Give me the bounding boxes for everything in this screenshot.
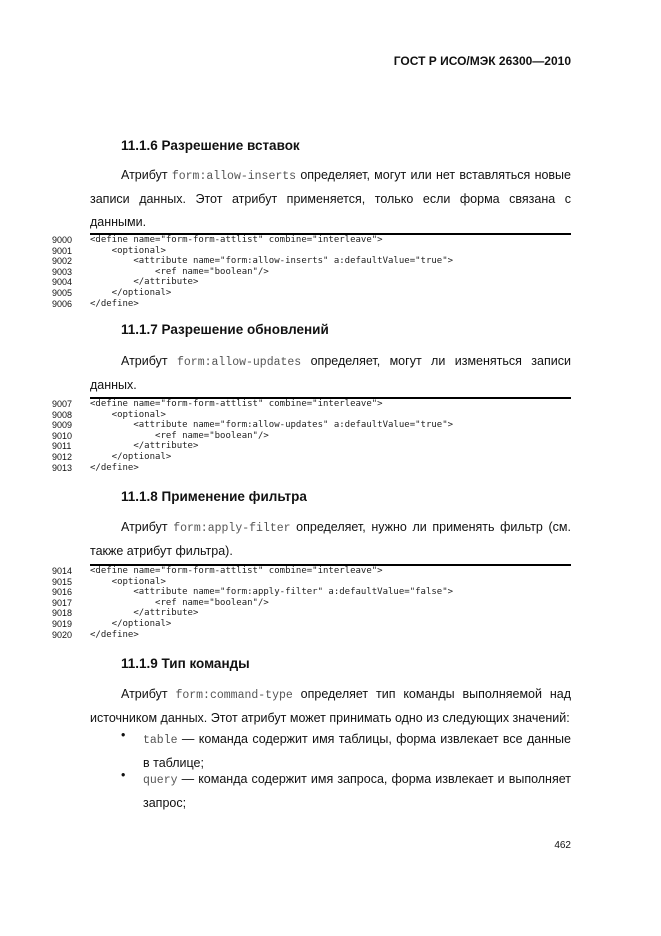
code-block-11-1-6	[52, 233, 571, 309]
code-line	[52, 597, 571, 609]
attribute-name: form:apply-filter	[173, 522, 291, 535]
section-paragraph-11-1-7: Атрибут form:allow-updates определяет, могут ли изменяться записи данных.	[90, 354, 571, 392]
code-block-11-1-8	[52, 564, 571, 640]
section-paragraph-11-1-9: Атрибут form:command-type определяет тип команды выполняемой над источником данных. Этот атрибут может принимать одно из следующих значений:	[90, 687, 571, 725]
code-text: </optional>	[90, 287, 172, 298]
code-line	[52, 245, 571, 257]
section-heading-11-1-7: 11.1.7 Разрешение обновлений	[121, 322, 329, 337]
line-number: 9001	[52, 245, 73, 256]
bullet-item-table: table — команда содержит имя таблицы, форма извлекает все данные в таблице;	[143, 732, 571, 770]
code-text: <ref name="boolean"/>	[90, 430, 269, 441]
code-text: <define name="form-form-attlist" combine="interleave">	[90, 399, 383, 409]
code-line	[52, 587, 571, 598]
code-line	[52, 277, 571, 288]
line-number: 9004	[52, 277, 73, 288]
code-line	[52, 576, 571, 588]
bullet-term: query	[143, 774, 178, 787]
code-block-11-1-7	[52, 397, 571, 473]
line-number: 9006	[52, 298, 73, 309]
code-text: <optional>	[90, 245, 166, 256]
code-line	[52, 399, 571, 410]
code-line	[52, 462, 571, 474]
code-line	[52, 566, 571, 577]
code-text: <define name="form-form-attlist" combine="interleave">	[90, 566, 383, 576]
code-line	[52, 235, 571, 246]
line-number: 9012	[52, 451, 73, 462]
code-text: <define name="form-form-attlist" combine="interleave">	[90, 235, 383, 245]
bullet-marker: •	[121, 768, 126, 782]
attribute-name: form:allow-inserts	[171, 170, 297, 183]
line-number: 9008	[52, 409, 73, 420]
code-line	[52, 441, 571, 452]
line-number: 9010	[52, 430, 73, 441]
section-heading-11-1-6: 11.1.6 Разрешение вставок	[121, 138, 300, 153]
line-number: 9018	[52, 608, 73, 619]
attribute-name: form:allow-updates	[176, 356, 302, 369]
code-text: <attribute name="form:allow-updates" a:defaultValue="true">	[90, 420, 454, 431]
section-paragraph-11-1-8: Атрибут form:apply-filter определяет, нужно ли применять фильтр (см. также атрибут фильтра).	[90, 520, 571, 558]
line-number: 9003	[52, 266, 73, 277]
line-number: 9013	[52, 462, 73, 473]
code-text: </define>	[90, 298, 139, 309]
line-number: 9007	[52, 399, 73, 409]
line-number: 9016	[52, 587, 73, 598]
code-line	[52, 420, 571, 431]
code-text: </define>	[90, 629, 139, 640]
page-number: 462	[554, 840, 571, 851]
code-line	[52, 298, 571, 310]
line-number: 9000	[52, 235, 73, 245]
bullet-term: table	[143, 734, 178, 747]
code-text: <ref name="boolean"/>	[90, 597, 269, 608]
line-number: 9014	[52, 566, 73, 576]
line-number: 9011	[52, 441, 72, 452]
code-text: </optional>	[90, 618, 172, 629]
line-number: 9005	[52, 287, 73, 298]
code-line	[52, 256, 571, 267]
code-text: </attribute>	[90, 608, 199, 619]
line-number: 9020	[52, 629, 73, 640]
code-line	[52, 266, 571, 278]
line-number: 9002	[52, 256, 73, 267]
line-number: 9009	[52, 420, 73, 431]
code-line	[52, 618, 571, 630]
code-text: </define>	[90, 462, 139, 473]
code-line	[52, 451, 571, 463]
code-text: <optional>	[90, 576, 166, 587]
line-number: 9019	[52, 618, 73, 629]
section-paragraph-11-1-6: Атрибут form:allow-inserts определяет, могут или нет вставляться новые записи данных. Этот атрибут применяется, только если форма связана с данными.	[90, 168, 571, 229]
bullet-item-query: query — команда содержит имя запроса, форма извлекает и выполняет запрос;	[143, 772, 571, 810]
attribute-name: form:command-type	[175, 689, 293, 702]
code-text: <attribute name="form:apply-filter" a:defaultValue="false">	[90, 587, 454, 598]
code-text: <ref name="boolean"/>	[90, 266, 269, 277]
code-text: </attribute>	[90, 277, 199, 288]
line-number: 9017	[52, 597, 73, 608]
line-number: 9015	[52, 576, 73, 587]
code-text: <attribute name="form:allow-inserts" a:defaultValue="true">	[90, 256, 454, 267]
code-line	[52, 287, 571, 299]
code-line	[52, 629, 571, 641]
code-text: </attribute>	[90, 441, 199, 452]
code-line	[52, 608, 571, 619]
code-text: </optional>	[90, 451, 172, 462]
code-line	[52, 430, 571, 442]
section-heading-11-1-9: 11.1.9 Тип команды	[121, 656, 250, 671]
code-text: <optional>	[90, 409, 166, 420]
code-line	[52, 409, 571, 421]
bullet-marker: •	[121, 728, 126, 742]
section-heading-11-1-8: 11.1.8 Применение фильтра	[121, 489, 307, 504]
document-header: ГОСТ Р ИСО/МЭК 26300—2010	[393, 54, 571, 68]
